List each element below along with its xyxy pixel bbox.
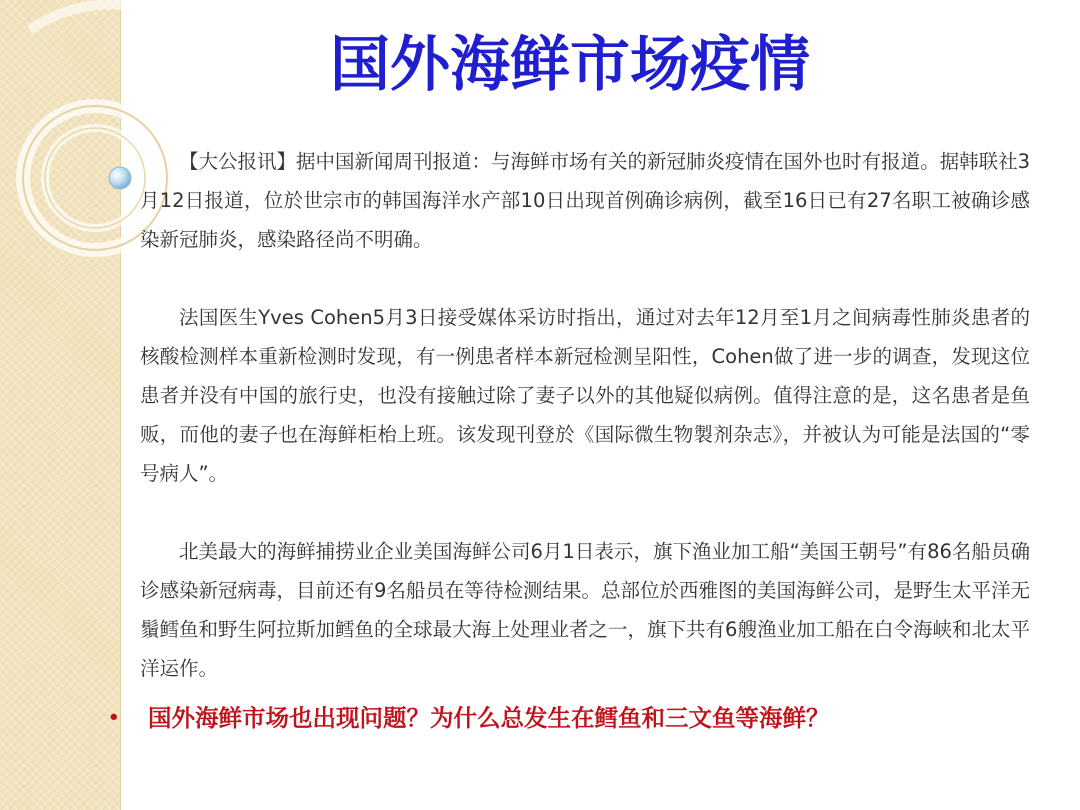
paragraph-american-seafoods: 北美最大的海鲜捕捞业企业美国海鲜公司6月1日表示，旗下渔业加工船“美国王朝号”有86名船员确诊感染新冠病毒，目前还有9名船员在等待检测结果。总部位於西雅图的美国海鲜公司，是野生太平洋无鬚鳕鱼和野生阿拉斯加鳕鱼的全球最大海上处理业者之一，旗下共有6艘渔业加工船在白令海峡和北太平洋运作。 — [140, 540, 1030, 680]
question-text: 国外海鲜市场也出现问题？为什么总发生在鳕鱼和三文鱼等海鲜？ — [148, 704, 830, 732]
decorative-side-band — [0, 0, 121, 810]
paragraph-france: 法国医生Yves Cohen5月3日接受媒体采访时指出，通过对去年12月至1月之间病毒性肺炎患者的核酸检测样本重新检测时发现，有一例患者样本新冠检测呈阳性，Cohen做了进一步的调查，发现这位患者并没有中国的旅行史，也没有接触过除了妻子以外的其他疑似病例。值得注意的是，这名患者是鱼贩，而他的妻子也在海鲜柜枱上班。该发现刊登於《国际微生物製剂杂志》，并被认为可能是法国的“零号病人”。 — [140, 306, 1030, 485]
question-bullet — [108, 698, 1058, 738]
body-text — [140, 142, 1030, 688]
bullet-marker: • — [108, 707, 120, 728]
slide-title: 国外海鲜市场疫情 — [330, 30, 810, 100]
paragraph-korea: 【大公报讯】据中国新闻周刊报道：与海鲜市场有关的新冠肺炎疫情在国外也时有报道。据韩联社3月12日报道，位於世宗市的韩国海洋水产部10日出现首例确诊病例，截至16日已有27名职工被确诊感染新冠肺炎，感染路径尚不明确。 — [140, 150, 1030, 251]
